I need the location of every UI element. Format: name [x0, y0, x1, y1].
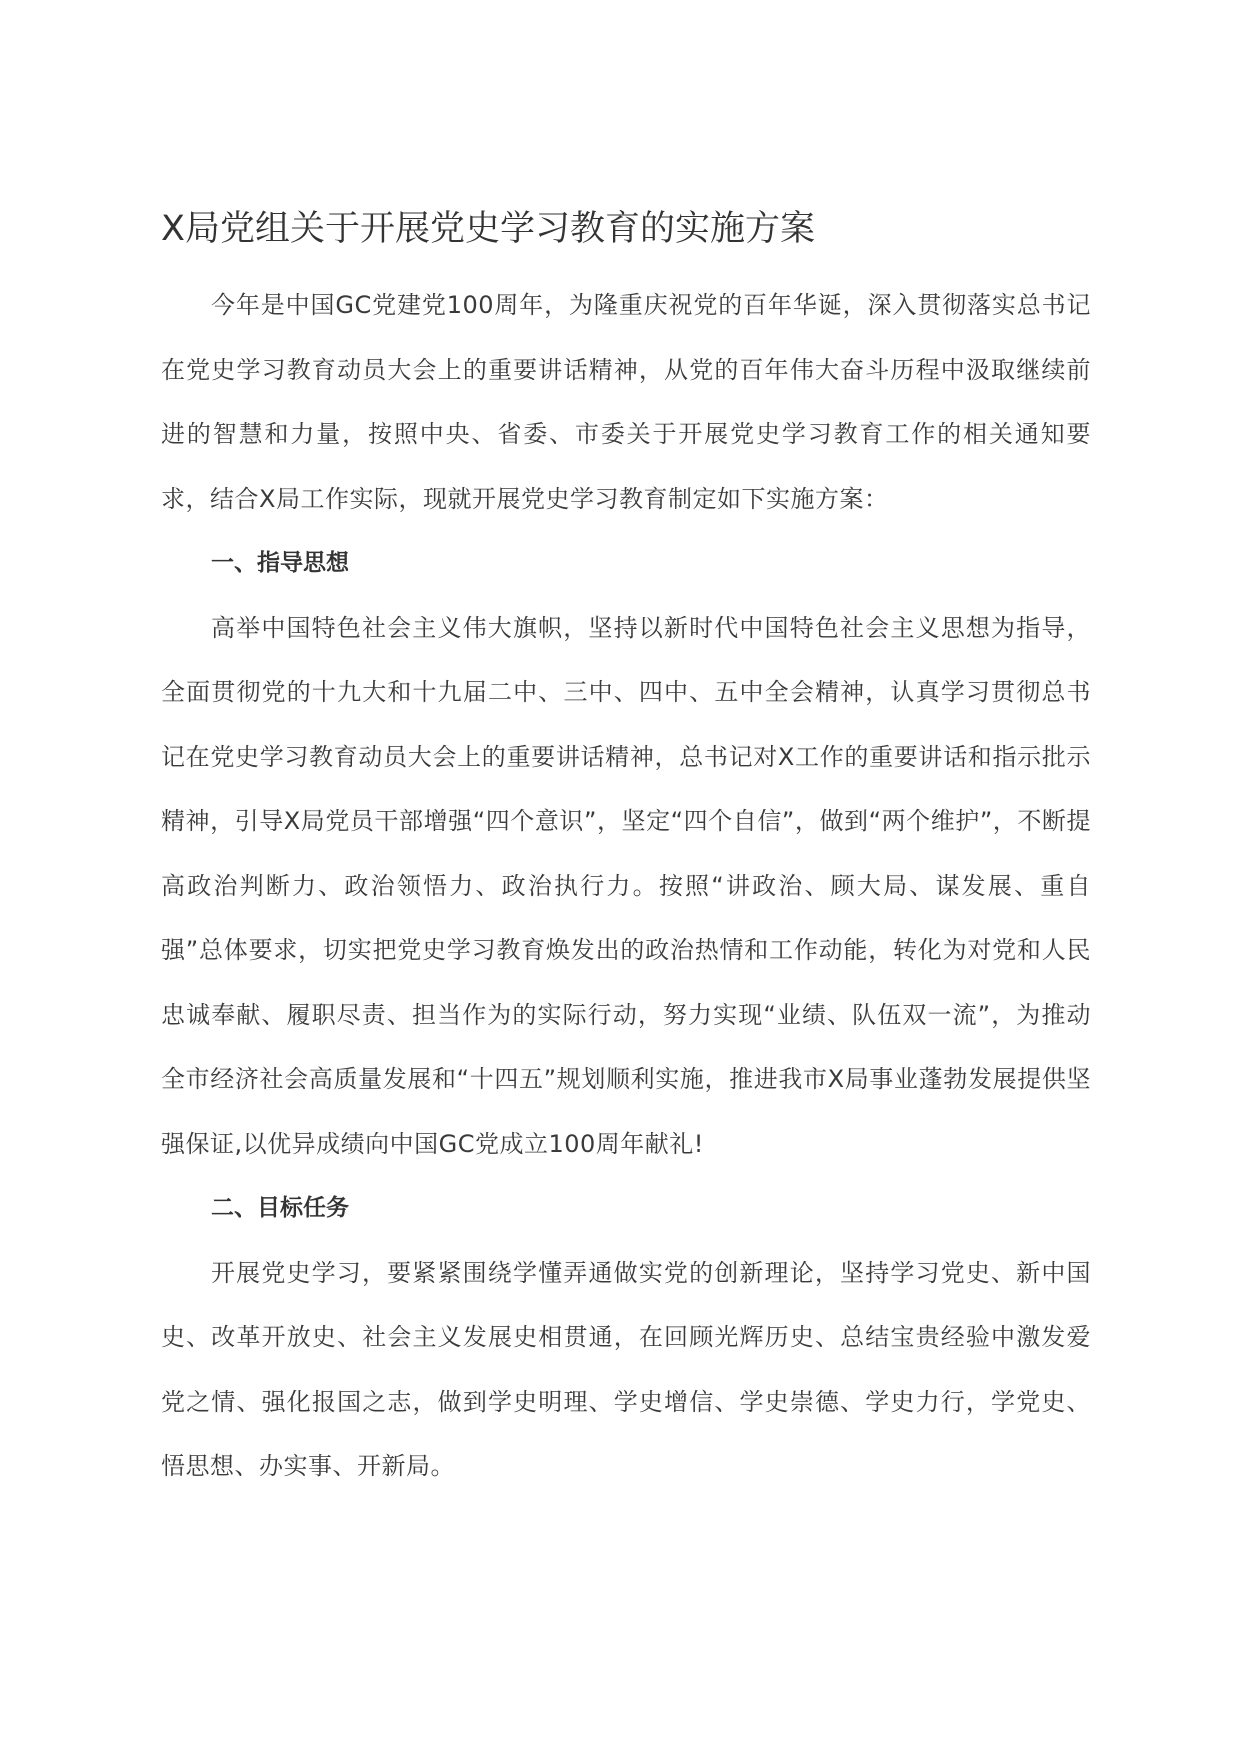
section-heading-guiding-thought: 一、指导思想 — [211, 550, 349, 576]
section-heading-goals-tasks: 二、目标任务 — [211, 1195, 349, 1221]
intro-paragraph: 今年是中国GC党建党100周年，为隆重庆祝党的百年华诞，深入贯彻落实总书记在党史学习教育动员大会上的重要讲话精神，从党的百年伟大奋斗历程中汲取继续前进的智慧和力量，按照中央、省委、市委关于开展党史学习教育工作的相关通知要求，结合X局工作实际，现就开展党史学习教育制定如下实施方案： — [161, 291, 1091, 513]
section-body-goals-tasks: 开展党史学习，要紧紧围绕学懂弄通做实党的创新理论，坚持学习党史、新中国史、改革开放史、社会主义发展史相贯通，在回顾光辉历史、总结宝贵经验中激发爱党之情、强化报国之志，做到学史明理、学史增信、学史崇德、学史力行，学党史、悟思想、办实事、开新局。 — [161, 1258, 1091, 1480]
document-page — [161, 205, 1091, 1499]
title-spacer — [161, 253, 1091, 273]
document-title: X局党组关于开展党史学习教育的实施方案 — [161, 209, 815, 249]
section-body-guiding-thought: 高举中国特色社会主义伟大旗帜，坚持以新时代中国特色社会主义思想为指导，全面贯彻党的十九大和十九届二中、三中、四中、五中全会精神，认真学习贯彻总书记在党史学习教育动员大会上的重要讲话精神，总书记对X工作的重要讲话和指示批示精神，引导X局党员干部增强“四个意识”，坚定“四个自信”，做到“两个维护”，不断提高政治判断力、政治领悟力、政治执行力。按照“讲政治、顾大局、谋发展、重自强”总体要求，切实把党史学习教育焕发出的政治热情和工作动能，转化为对党和人民忠诚奉献、履职尽责、担当作为的实际行动，努力实现“业绩、队伍双一流”，为推动全市经济社会高质量发展和“十四五”规划顺利实施，推进我市X局事业蓬勃发展提供坚强保证,以优异成绩向中国GC党成立100周年献礼! — [161, 613, 1091, 1158]
